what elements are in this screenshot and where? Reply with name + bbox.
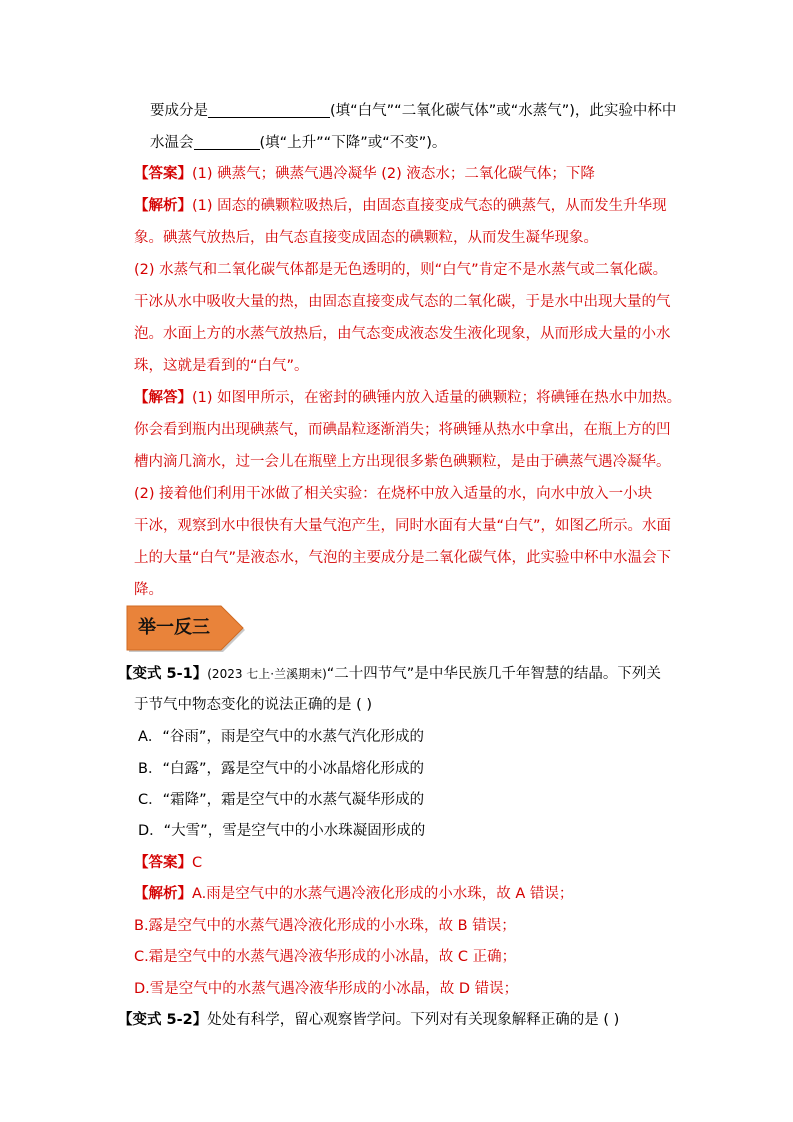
question-text: (填“上升”“下降”或“不变”)。 [259,135,447,151]
variant-stem: “二十四节气”是中华民族几千年智慧的结晶。下列关 [326,666,661,682]
analysis-line [134,196,667,216]
analysis-line [134,947,516,967]
answer-text: C [192,855,203,871]
analysis-line [134,228,598,248]
variant-stem-line [118,1010,619,1030]
question-text: (填“白气”“二氧化碳气体”或“水蒸气”)，此实验中杯中 [330,103,677,119]
option-b [138,759,424,779]
question-line-1 [150,101,676,121]
option-text: C．“霜降”，霜是空气中的水蒸气凝华形成的 [138,792,425,808]
variant-stem-line [134,695,372,715]
analysis-text: A.雨是空气中的水蒸气遇冷液化形成的小水珠，故 A 错误； [192,886,574,902]
analysis-line [134,979,518,999]
analysis-line [134,292,671,312]
solution-text: 降。 [134,582,163,598]
variant-tag: 【变式 5-1】 [118,666,208,682]
analysis-line [134,356,309,376]
analysis-text: C.霜是空气中的水蒸气遇冷液华形成的小冰晶，故 C 正确； [134,949,517,965]
analysis-text: B.露是空气中的水蒸气遇冷液化形成的小水珠，故 B 错误； [134,918,516,934]
solution-line [134,548,671,568]
analysis-tag: 【解析】 [134,198,192,214]
variant-tag: 【变式 5-2】 [118,1012,208,1028]
analysis-line [134,916,516,936]
answer-line [134,164,595,184]
option-c [138,790,424,810]
answer-blank-2 [194,135,260,150]
variant-source: (2023 七上·兰溪期末) [207,667,327,681]
analysis-line [134,260,667,280]
answer-tag: 【答案】 [134,855,192,871]
solution-text: (1) 如图甲所示，在密封的碘锤内放入适量的碘颗粒；将碘锤在热水中加热。 [192,390,682,406]
variant-stem: 于节气中物态变化的说法正确的是 ( ) [134,697,373,713]
option-text: A．“谷雨”，雨是空气中的水蒸气汽化形成的 [138,729,424,745]
variant-stem-line [118,664,661,684]
analysis-text: D.雪是空气中的水蒸气遇冷液华形成的小冰晶，故 D 错误； [134,981,519,997]
solution-line [134,420,671,440]
solution-text: 你会看到瓶内出现碘蒸气，而碘晶粒逐渐消失；将碘锤从热水中拿出，在瓶上方的凹 [134,422,671,438]
option-text: D．“大雪”，雪是空气中的小水珠凝固形成的 [138,823,426,839]
solution-line [134,484,652,504]
analysis-text: 象。碘蒸气放热后，由气态直接变成固态的碘颗粒，从而发生凝华现象。 [134,230,598,246]
question-text: 水温会 [150,135,194,151]
answer-tag: 【答案】 [134,166,192,182]
solution-line [134,516,671,536]
question-line-2 [150,133,446,153]
question-text: 要成分是 [150,103,208,119]
solution-text: (2) 接着他们利用干冰做了相关实验：在烧杯中放入适量的水，向水中放入一小块 [134,486,653,502]
answer-line [134,853,202,873]
solution-text: 干冰，观察到水中很快有大量气泡产生，同时水面有大量“白气”，如图乙所示。水面 [134,518,672,534]
analysis-text: 珠，这就是看到的“白气”。 [134,358,309,374]
option-d [138,821,425,841]
option-a [138,727,424,747]
analysis-text: (2) 水蒸气和二氧化碳气体都是无色透明的，则“白气”肯定不是水蒸气或二氧化碳。 [134,262,668,278]
banner-label: 举一反三 [138,617,210,638]
solution-tag: 【解答】 [134,390,192,406]
analysis-text: 泡。水面上方的水蒸气放热后，由气态变成液态发生液化现象，从而形成大量的小水 [134,326,671,342]
solution-line [134,388,681,408]
answer-blank-1 [208,103,330,118]
analysis-line [134,884,573,904]
variant-stem: 处处有科学，留心观察皆学问。下列对有关现象解释正确的是 ( ) [207,1012,620,1028]
analysis-line [134,324,671,344]
option-text: B．“白露”，露是空气中的小冰晶熔化形成的 [138,761,424,777]
solution-text: 上的大量“白气”是液态水，气泡的主要成分是二氧化碳气体，此实验中杯中水温会下 [134,550,672,566]
section-banner [125,604,245,652]
analysis-text: 干冰从水中吸收大量的热，由固态直接变成气态的二氧化碳，于是水中出现大量的气 [134,294,671,310]
analysis-text: (1) 固态的碘颗粒吸热后，由固态直接变成气态的碘蒸气，从而发生升华现 [192,198,667,214]
analysis-tag: 【解析】 [134,886,192,902]
solution-line [134,452,671,472]
solution-text: 槽内滴几滴水，过一会儿在瓶壁上方出现很多紫色碘颗粒，是由于碘蒸气遇冷凝华。 [134,454,671,470]
answer-text: (1) 碘蒸气；碘蒸气遇冷凝华 (2) 液态水；二氧化碳气体；下降 [192,166,595,182]
solution-line [134,580,163,600]
